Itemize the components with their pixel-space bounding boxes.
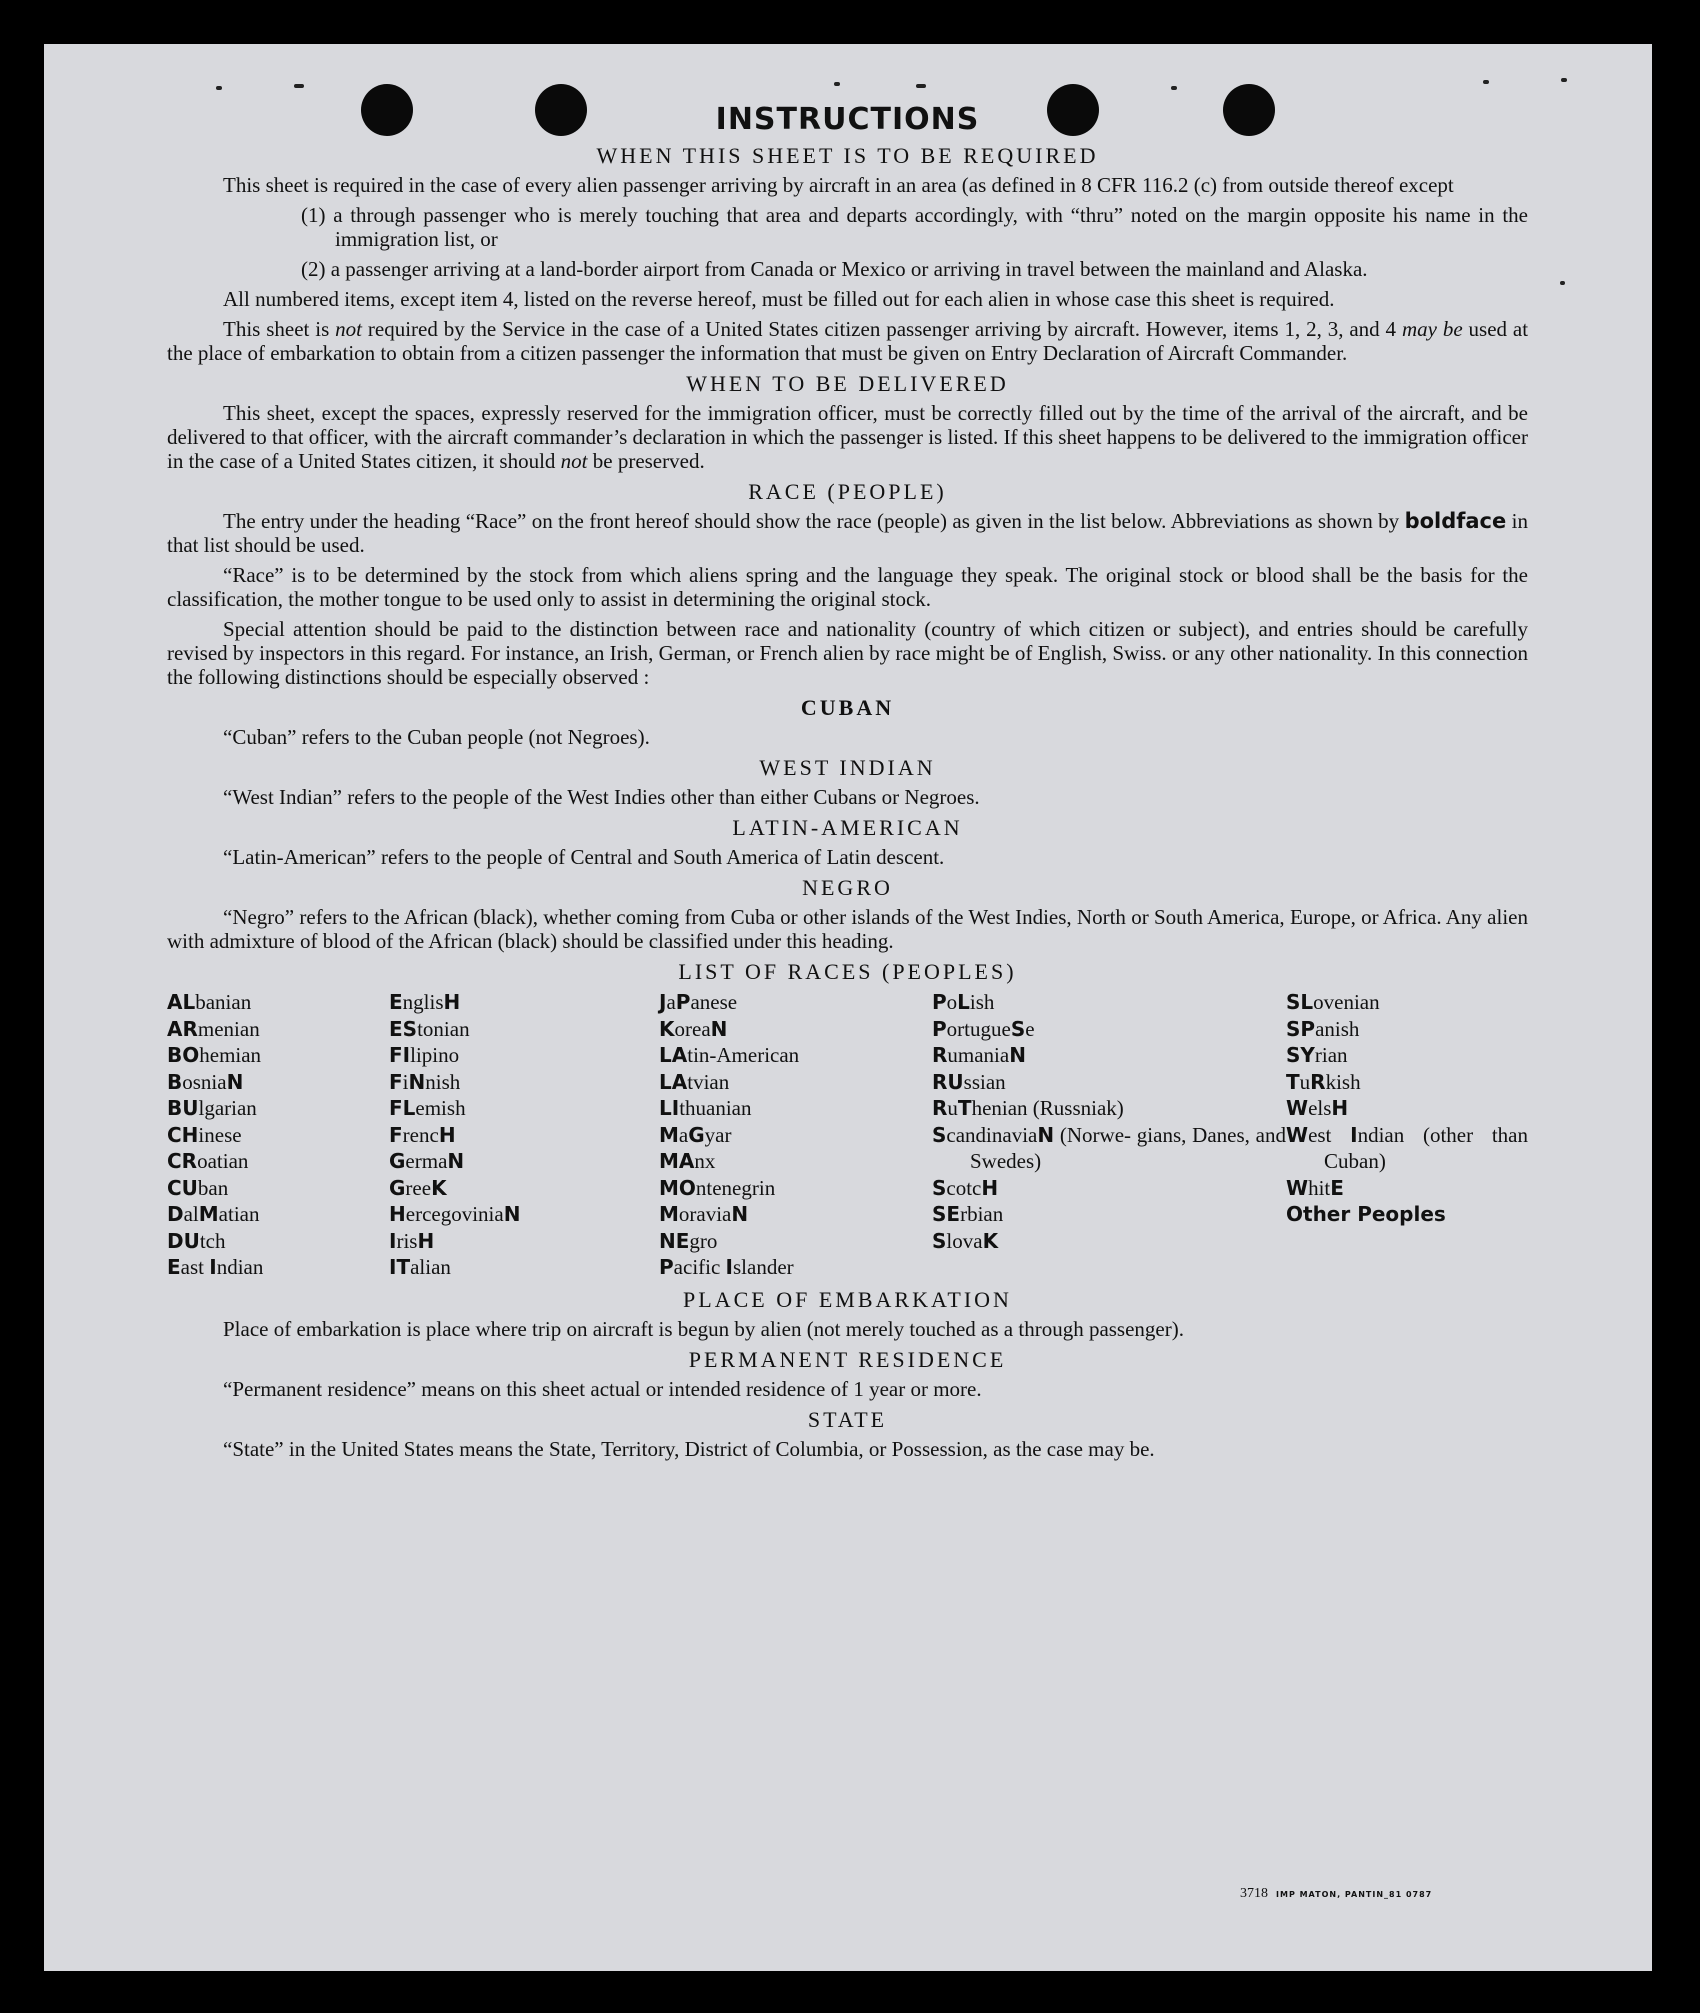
section-heading: WHEN THIS SHEET IS TO BE REQUIRED <box>596 143 1099 168</box>
document-sheet <box>44 44 1652 1971</box>
race-entry: JaPanese <box>659 990 738 1014</box>
race-entry: MoraviaN <box>659 1202 749 1226</box>
instructions-content <box>167 102 1528 1467</box>
race-entry: GermaN <box>389 1149 465 1173</box>
race-entry: ScotcH <box>932 1175 999 1200</box>
race-entry: SPanish <box>1286 1016 1360 1041</box>
section-heading: CUBAN <box>800 695 895 720</box>
race-entry: DUtch <box>167 1228 226 1253</box>
race-entry: LIthuanian <box>659 1096 752 1120</box>
races-column <box>389 989 659 1281</box>
paragraph: “Race” is to be determined by the stock from which aliens spring and the language they speak. The original stock or blood shall be the basis for the classification, the mother tongue to be used only to assist in determining the original stock. <box>167 563 1528 611</box>
race-entry: Pacific Islander <box>659 1255 794 1279</box>
race-entry: EStonian <box>389 1016 470 1041</box>
race-entry: FLemish <box>389 1096 466 1120</box>
race-entry: BOhemian <box>167 1043 262 1067</box>
race-entry: WelsH <box>1286 1096 1349 1120</box>
paragraph: “West Indian” refers to the people of the West Indies other than either Cubans or Negroes. <box>223 785 980 809</box>
race-entry: CUban <box>167 1175 229 1200</box>
race-entry: FIlipino <box>389 1043 460 1067</box>
section-heading: LIST OF RACES (PEOPLES) <box>678 959 1017 984</box>
race-entry: SErbian <box>932 1202 1004 1226</box>
page-title: INSTRUCTIONS <box>715 102 980 137</box>
race-entry: RuThenian (Russniak) <box>932 1096 1124 1120</box>
races-column <box>932 989 1286 1281</box>
race-entry: WhitE <box>1286 1175 1344 1200</box>
paragraph: Place of embarkation is place where trip on aircraft is begun by alien (not merely touched as a through passenger). <box>223 1316 1184 1341</box>
race-entry: EnglisH <box>389 990 461 1014</box>
races-list <box>167 989 1528 1281</box>
race-entry: BUlgarian <box>167 1096 257 1120</box>
speck-mark <box>216 86 222 90</box>
list-item: (2) a passenger arriving at a land-border airport from Canada or Mexico or arriving in travel between the mainland and Alaska. <box>301 257 1368 281</box>
race-entry: BosniaN <box>167 1069 244 1094</box>
paragraph: This sheet is not required by the Service in the case of a United States citizen passenger arriving by aircraft. However, items 1, 2, 3, and 4 may be used at the place of embarkation to obtain from a citizen passenger the information that must be given on Entry Declaration of Aircraft Commander. <box>167 317 1529 365</box>
race-entry: ALbanian <box>167 990 252 1014</box>
section-heading: NEGRO <box>802 875 893 900</box>
race-entry: MaGyar <box>659 1122 732 1147</box>
section-heading: LATIN-AMERICAN <box>732 815 963 840</box>
race-entry: East Indian <box>167 1255 264 1279</box>
race-entry: SLovenian <box>1286 990 1380 1014</box>
paragraph: This sheet, except the spaces, expressly reserved for the immigration officer, must be correctly filled out by the time of the arrival of the aircraft, and be delivered to that officer, with the aircraft commander’s declaration in which the passenger is listed. If this sheet happens to be delivered to the immigration officer in the case of a United States citizen, it should not be preserved. <box>167 401 1528 473</box>
race-entry: IrisH <box>389 1228 435 1253</box>
paragraph: “Latin-American” refers to the people of Central and South America of Latin descent. <box>223 845 945 869</box>
printer-imprint: IMP MATON, PANTIN_81 0787 <box>1276 1890 1433 1899</box>
form-number: 3718 <box>1240 1886 1268 1901</box>
section-heading: PLACE OF EMBARKATION <box>683 1286 1012 1312</box>
speck-mark <box>1561 78 1567 82</box>
speck-mark <box>1171 86 1177 90</box>
race-entry: RumaniaN <box>932 1043 1026 1067</box>
race-entry: GreeK <box>389 1175 447 1200</box>
race-entry: CRoatian <box>167 1149 249 1173</box>
section-heading: PERMANENT RESIDENCE <box>688 1346 1007 1372</box>
race-entry: West Indian (other than Cuban) <box>1286 1122 1528 1173</box>
form-footer <box>1240 1886 1432 1902</box>
race-entry: PortugueSe <box>932 1016 1035 1041</box>
race-entry: CHinese <box>167 1122 242 1147</box>
paragraph: This sheet is required in the case of every alien passenger arriving by aircraft in an area (as defined in 8 CFR 116.2 (c) from outside thereof except <box>223 173 1454 197</box>
race-entry: SYrian <box>1286 1043 1348 1067</box>
speck-mark <box>834 82 840 86</box>
races-column <box>659 989 932 1281</box>
speck-mark <box>294 84 304 88</box>
races-column <box>167 989 389 1281</box>
race-entry: MAnx <box>659 1149 716 1173</box>
paragraph: Special attention should be paid to the distinction between race and nationality (country of which citizen or subject), and entries should be carefully revised by inspectors in this regard. For instance, an Irish, German, or French alien by race might be of English, Swiss. or any other nationality. In this connection the following distinctions should be especially observed : <box>167 617 1528 689</box>
section-heading: STATE <box>807 1406 888 1432</box>
race-entry: Other Peoples <box>1286 1202 1446 1226</box>
race-entry: FiNnish <box>389 1069 461 1094</box>
paragraph: “Negro” refers to the African (black), whether coming from Cuba or other islands of the West Indies, North or South America, Europe, or Africa. Any alien with admixture of blood of the African (black) should be classified under this heading. <box>167 905 1528 953</box>
race-entry: ScandinaviaN (Norwe- gians, Danes, and Swedes) <box>932 1122 1286 1173</box>
race-entry: ARmenian <box>167 1016 260 1041</box>
speck-mark <box>1483 80 1489 84</box>
race-entry: DalMatian <box>167 1202 260 1226</box>
race-entry: TuRkish <box>1286 1069 1361 1094</box>
paragraph: “State” in the United States means the State, Territory, District of Columbia, or Possession, as the case may be. <box>223 1436 1155 1461</box>
section-heading: WEST INDIAN <box>759 755 936 780</box>
speck-mark <box>1560 281 1565 285</box>
speck-mark <box>916 84 926 88</box>
section-heading: RACE (PEOPLE) <box>748 479 947 504</box>
race-entry: RUssian <box>932 1069 1006 1094</box>
race-entry: ITalian <box>389 1255 451 1279</box>
race-entry: SlovaK <box>932 1228 999 1253</box>
paragraph: “Cuban” refers to the Cuban people (not Negroes). <box>223 725 650 749</box>
race-entry: NEgro <box>659 1228 718 1253</box>
paragraph: The entry under the heading “Race” on the front hereof should show the race (people) as given in the list below. Abbreviations as shown by boldface in that list should be used. <box>167 509 1529 557</box>
paragraph: All numbered items, except item 4, listed on the reverse hereof, must be filled out for each alien in whose case this sheet is required. <box>223 287 1335 311</box>
list-item: (1) a through passenger who is merely touching that area and departs accordingly, with “thru” noted on the margin opposite his name in the immigration list, or <box>301 203 1528 251</box>
race-entry: LAtin-American <box>659 1043 800 1067</box>
race-entry: KoreaN <box>659 1016 728 1041</box>
race-entry: LAtvian <box>659 1069 730 1094</box>
races-column <box>1286 989 1528 1281</box>
race-entry: FrencH <box>389 1122 456 1147</box>
section-heading: WHEN TO BE DELIVERED <box>686 371 1009 396</box>
race-entry: HercegoviniaN <box>389 1202 521 1226</box>
race-entry: MOntenegrin <box>659 1175 776 1200</box>
race-entry: PoLish <box>932 990 995 1014</box>
paragraph: “Permanent residence” means on this sheet actual or intended residence of 1 year or more. <box>223 1376 982 1401</box>
